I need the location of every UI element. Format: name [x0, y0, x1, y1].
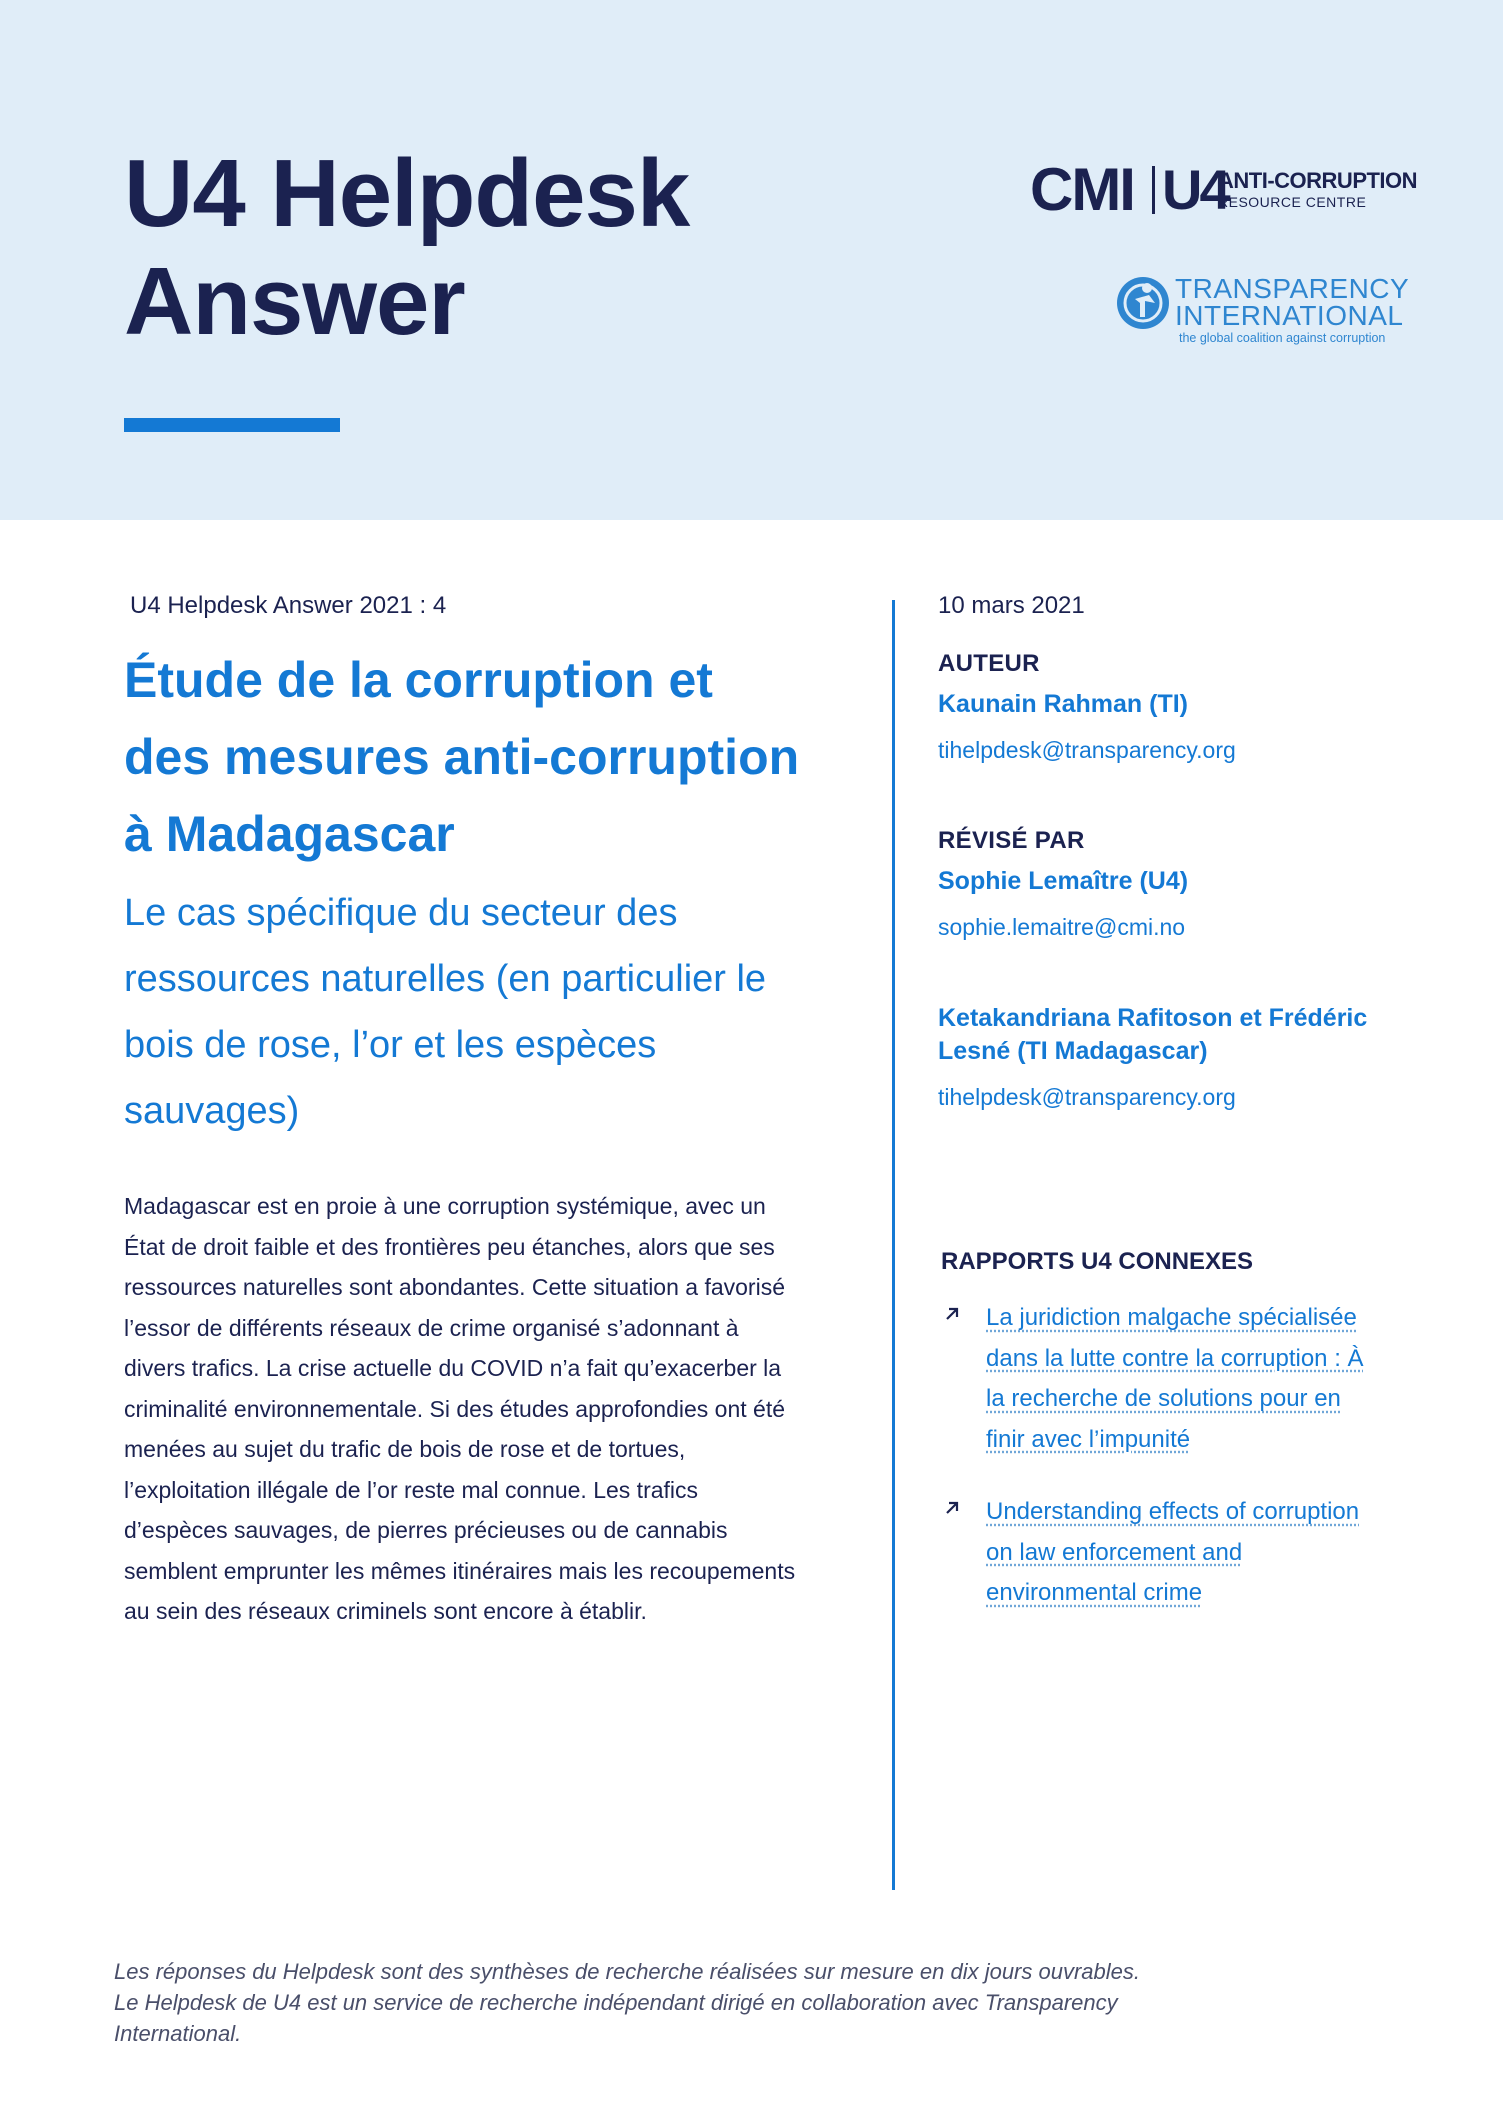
- title-line-2: Answer: [124, 248, 465, 355]
- answer-reference: U4 Helpdesk Answer 2021 : 4: [130, 592, 447, 619]
- reviewer-name: Ketakandriana Rafitoson et Frédéric Lesné (TI Madagascar): [938, 1004, 1368, 1065]
- column-divider: [892, 600, 895, 1890]
- logo-separator: [1152, 166, 1155, 214]
- page-subtitle: Le cas spécifique du secteur des ressources naturelles (en particulier le bois de rose, l’or et les espèces sauvages): [124, 892, 767, 1132]
- related-report-link[interactable]: Understanding effects of corruption on law enforcement and environmental crime: [986, 1498, 1360, 1606]
- ti-logo-tagline: the global coalition against corruption: [1179, 331, 1386, 345]
- related-reports-heading: RAPPORTS U4 CONNEXES: [941, 1248, 1254, 1275]
- author-name: Kaunain Rahman (TI): [938, 690, 1189, 718]
- u4-logo-text: U4: [1162, 158, 1228, 221]
- reviewer-name: Sophie Lemaître (U4): [938, 867, 1189, 895]
- reviewer-email[interactable]: sophie.lemaitre@cmi.no: [938, 914, 1186, 940]
- u4-logo-line1: ANTI-CORRUPTION: [1218, 168, 1418, 193]
- page-title: Étude de la corruption et des mesures anti-corruption à Madagascar: [124, 652, 800, 862]
- arrow-up-right-icon: [944, 1500, 960, 1516]
- cmi-u4-logo: [1030, 156, 1418, 223]
- ti-logo-line1: TRANSPARENCY: [1175, 273, 1410, 304]
- cmi-logo-text: CMI: [1030, 156, 1134, 223]
- author-email[interactable]: tihelpdesk@transparency.org: [938, 737, 1236, 763]
- publication-date: 10 mars 2021: [938, 592, 1085, 619]
- reviewer-email[interactable]: tihelpdesk@transparency.org: [938, 1084, 1236, 1110]
- author-label: AUTEUR: [938, 650, 1040, 677]
- document-type-title: [124, 140, 689, 356]
- footer-line-2: Le Helpdesk de U4 est un service de recherche indépendant dirigé en collaboration avec Transparency International.: [114, 1990, 1118, 2046]
- footer-line-1: Les réponses du Helpdesk sont des synthèses de recherche réalisées sur mesure en dix jours ouvrables.: [114, 1959, 1140, 1984]
- u4-logo-line2: RESOURCE CENTRE: [1218, 194, 1367, 210]
- ti-emblem-icon: [1115, 275, 1171, 331]
- title-line-1: U4 Helpdesk: [124, 140, 690, 247]
- arrow-up-right-icon: [944, 1306, 960, 1322]
- footer-note: [114, 1956, 1214, 2049]
- reviewed-by-label: RÉVISÉ PAR: [938, 827, 1085, 854]
- abstract-paragraph: Madagascar est en proie à une corruption systémique, avec un État de droit faible et des frontières peu étanches, alors que ses ressources naturelles sont abondantes. Cette situation a favorisé l’essor de différents réseaux de crime organisé s’adonnant à divers trafics. La crise actuelle du COVID n’a fait qu’exacerber la criminalité environnementale. Si des études approfondies ont été menées au sujet du trafic de bois de rose et de tortues, l’exploitation illégale de l’or reste mal connue. Les trafics d’espèces sauvages, de pierres précieuses ou de cannabis semblent emprunter les mêmes itinéraires mais les recoupements au sein des réseaux criminels sont encore à établir.: [124, 1193, 796, 1624]
- transparency-international-logo: [1115, 273, 1410, 345]
- ti-logo-line2: INTERNATIONAL: [1175, 300, 1404, 331]
- title-accent-rule: [124, 418, 340, 432]
- related-report-link[interactable]: La juridiction malgache spécialisée dans la lutte contre la corruption : À la recherche de solutions pour en finir avec l’impunité: [986, 1304, 1364, 1453]
